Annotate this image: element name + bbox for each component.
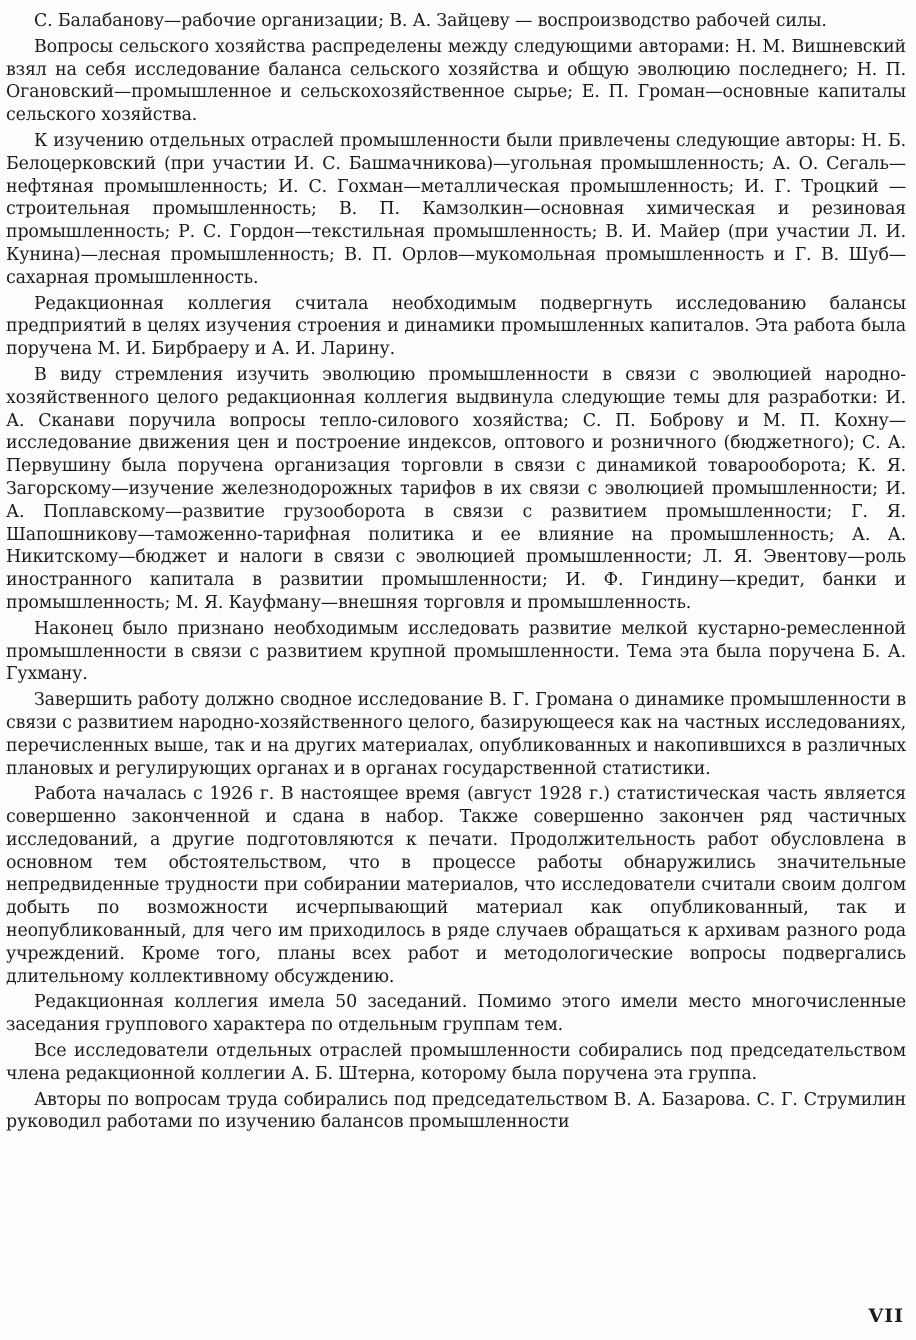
paragraph-3: К изучению отдельных отраслей промышленности были привлечены следующие авторы: Н. Б. Белоцерковский (при участии И. С. Башмачникова)—угольная промышленность; А. О. Сегаль—нефтяная промышленность; И. С. Гохман—металлическая промышленность; И. Г. Троцкий — строительная промышленность; В. П. Камзолкин—основная химическая и резиновая промышленность; Р. С. Гордон—текстильная промышленность; В. И. Майер (при участии Л. И. Кунина)—лесная промышленность; В. П. Орлов—мукомольная промышленность и Г. В. Шуб—сахарная промышленность. (6, 130, 906, 288)
paragraph-10: Все исследователи отдельных отраслей промышленности собирались под председательством члена редакционной коллегии А. Б. Штерна, которому была поручена эта группа. (6, 1041, 906, 1084)
paragraph-11: Авторы по вопросам труда собирались под председательством В. А. Базарова. С. Г. Струмилин руководил работами по изучению балансов промышленности (6, 1089, 906, 1133)
paragraph-8: Работа началась с 1926 г. В настоящее время (август 1928 г.) статистическая часть является совершенно законченной и сдана в набор. Также совершенно закончен ряд частичных исследований, а другие подготовляются к печати. Продолжительность работ обусловлена в основном тем обстоятельством, что в процессе работы обнаружились значительные непредвиденные трудности при собирании материалов, что исследователи считали своим долгом добыть по возможности исчерпывающий материал как опубликованный, так и неопубликованный, для чего им приходилось в ряде случаев обращаться к архивам разного рода учреждений. Кроме того, планы всех работ и методологические вопросы подвергались длительному коллективному обсуждению. (6, 784, 906, 987)
paragraph-2: Вопросы сельского хозяйства распределены между следующими авторами: Н. М. Вишневский взял на себя исследование баланса сельского хозяйства и общую эволюцию последнего; Н. П. Огановский—промышленное и сельскохозяйственное сырье; Е. П. Громан—основные капиталы сельского хозяйства. (6, 36, 906, 126)
paragraph-6: Наконец было признано необходимым исследовать развитие мелкой кустарно-ремесленной промышленности в связи с развитием крупной промышленности. Тема эта была поручена Б. А. Гухману. (6, 618, 906, 685)
paragraph-7: Завершить работу должно сводное исследование В. Г. Громана о динамике промышленности в связи с развитием народно-хозяйственного целого, базирующееся как на частных исследованиях, перечисленных выше, так и на других материалах, опубликованных и накопившихся в различных плановых и регулирующих органах и в органах государственной статистики. (6, 690, 906, 779)
paragraph-5: В виду стремления изучить эволюцию промышленности в связи с эволюцией народно-хозяйственного целого редакционная коллегия выдвинула следующие темы для разработки: И. А. Сканави поручила вопросы тепло-силового хозяйства; С. П. Боброву и М. П. Кохну—исследование движения цен и построение индексов, оптового и розничного (бюджетного); С. А. Первушину была поручена организация торговли в связи с динамикой товарооборота; К. Я. Загорскому—изучение железнодорожных тарифов в их связи с эволюцией промышленности; И. А. Поплавскому—развитие грузооборота в связи с развитием промышленности; Г. Я. Шапошникову—таможенно-тарифная политика и ее влияние на промышленность; А. А. Никитскому—бюджет и налоги в связи с эволюцией промышленности; Л. Я. Эвентову—роль иностранного капитала в развитии промышленности; И. Ф. Гиндину—кредит, банки и промышленность; М. Я. Кауфману—внешняя торговля и промышленность. (6, 364, 906, 613)
body-text (6, 10, 906, 1137)
page-number: VII (868, 1305, 904, 1327)
paragraph-9: Редакционная коллегия имела 50 заседаний. Помимо этого имели место многочисленные заседания группового характера по отдельным группам тем. (6, 992, 906, 1036)
paragraph-4: Редакционная коллегия считала необходимым подвергнуть исследованию балансы предприятий в целях изучения строения и динамики промышленных капиталов. Эта работа была поручена М. И. Бирбраеру и А. И. Ларину. (6, 293, 906, 360)
paragraph-1: С. Балабанову—рабочие организации; В. А. Зайцеву — воспроизводство рабочей силы. (34, 11, 827, 31)
